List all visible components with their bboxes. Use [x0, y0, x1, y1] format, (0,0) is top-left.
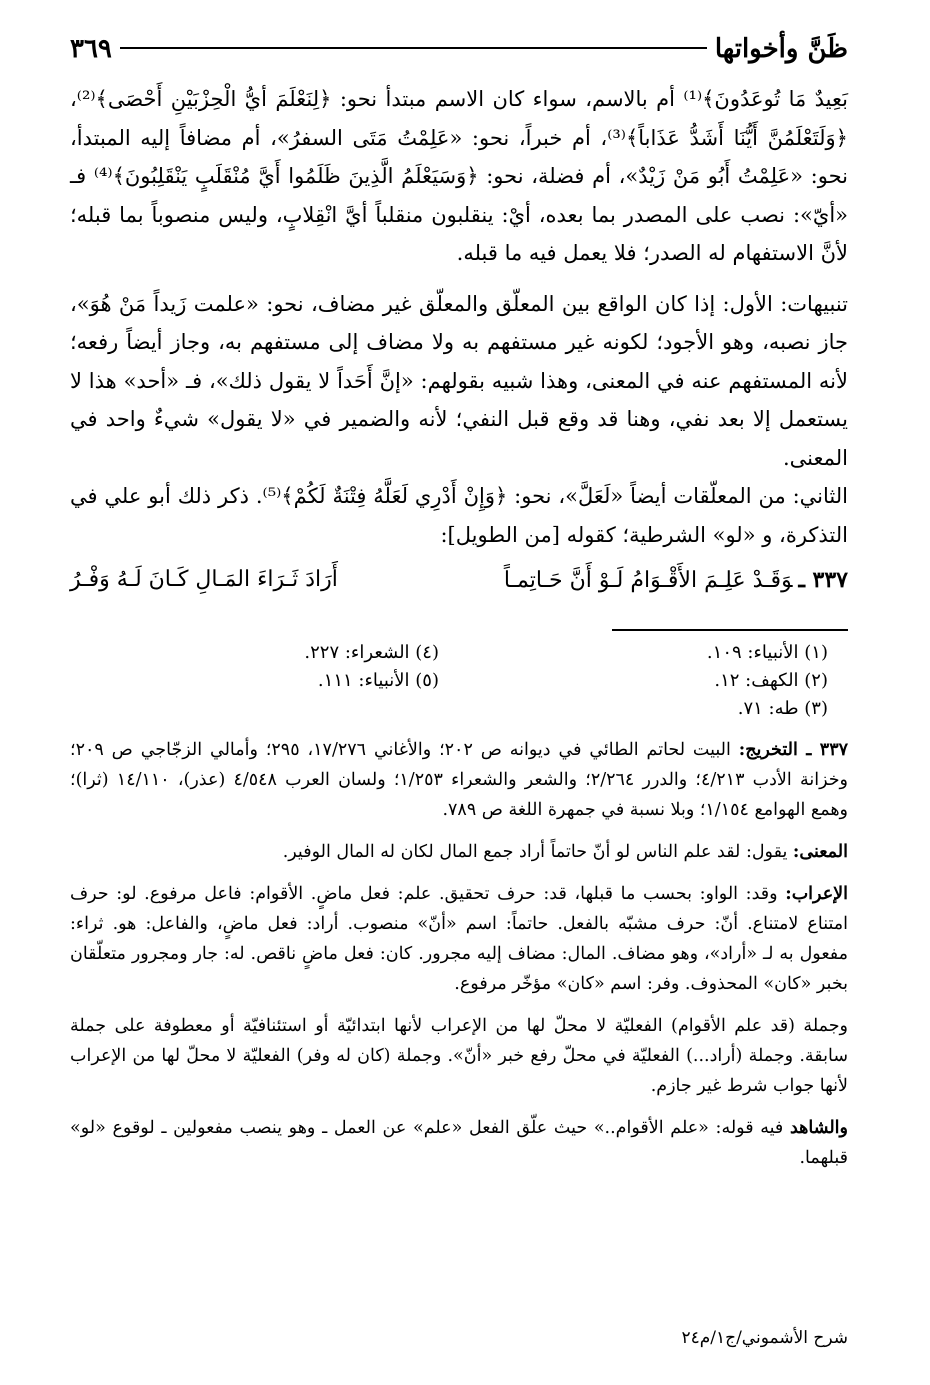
footnote-4: (٤) الشعراء: ٢٢٧. — [304, 642, 439, 663]
footnote-3: (٣) طه: ٧١. — [737, 698, 828, 719]
shahid-paragraph: والشاهد فيه قوله: «علم الأقوام..» حيث علّق الفعل «علم» عن العمل ـ وهو ينصب مفعولين ـ لوقوع «لو» قبلهما. — [70, 1118, 848, 1168]
running-header — [70, 34, 848, 80]
footnote-2: (٢) الكهف: ١٢. — [714, 670, 828, 691]
shahid-label: والشاهد — [789, 1118, 848, 1138]
page — [70, 34, 848, 1173]
footnote-1: (١) الأنبياء: ١٠٩. — [706, 642, 828, 663]
meaning-paragraph: المعنى: يقول: لقد علم الناس لو أنّ حاتماً أراد جمع المال لكان له المال الوفير. — [282, 842, 848, 862]
footnote-5: (٥) الأنبياء: ١١١. — [317, 670, 439, 691]
signature-line — [70, 1328, 848, 1348]
paragraph-1: بَعِيدٌ مَا تُوعَدُونَ﴾⁽¹⁾ أم بالاسم، سواء كان الاسم مبتدأ نحو: ﴿لِنَعْلَمَ أيُّ الْحِزْبَيْنِ أَحْصَى﴾⁽²⁾، ﴿وَلَتَعْلَمُنَّ أَيُّنَا أَشَدُّ عَذَاباً﴾⁽³⁾، أم خبراً، نحو: «عَلِمْتُ مَتَى السفرُ»، أم مضافاً إليه المبتدأ، نحو: «عَلِمْتُ أَبُو مَنْ زَيْدٌ»، أم فضلة، نحو: ﴿وَسَيَعْلَمُ الَّذِينَ ظَلَمُوا أَيَّ مُنْقَلَبٍ يَنْقَلِبُونَ﴾⁽⁴⁾ فـ «أيّ»: نصب على المصدر بما بعده، أيْ: ينقلبون منقلباً أيَّ انْقِلابٍ، وليس منصوباً بما قبله؛ لأنَّ الاستفهام له الصدر؛ فلا يعمل فيه ما قبله. — [70, 87, 848, 265]
printer-signature: شرح الأشموني/ج١/م٢٤ — [681, 1328, 848, 1348]
irab-label: الإعراب: — [785, 884, 848, 904]
paragraph-second: الثاني: من المعلّقات أيضاً «لَعَلَّ»، نحو: ﴿وَإِنْ أَدْرِي لَعَلَّهُ فِتْنَةٌ لَكُمْ﴾⁽⁵⁾. ذكر ذلك أبو علي في التذكرة، و «لو» الشرطية؛ كقوله [من الطويل]: — [70, 484, 848, 547]
page-number: ٣٦٩ — [70, 34, 112, 64]
verse-second-hemistich: أَرَادَ ثَـرَاءَ المَـالِ كَـانَ لَـهُ وَفْـرُ — [70, 567, 338, 592]
meaning-label: المعنى: — [792, 842, 848, 862]
commentary — [70, 735, 848, 1173]
verse-number: ٣٣٧ ـ — [798, 567, 848, 593]
footnotes-left-column — [70, 639, 459, 723]
footnotes-right-column — [459, 639, 848, 723]
takhrij-label: ٣٣٧ ـ التخريج: — [738, 740, 848, 760]
paragraph-notes: تنبيهات: الأول: إذا كان الواقع بين المعلّق والمعلّق غير مضاف، نحو: «علمت زَيداً مَنْ هُوَ»، جاز نصبه، وهو الأجود؛ لكونه غير مستفهم به ولا مضاف إلى مستفهم به، وجاز أيضاً رفعه؛ لأنه المستفهم عنه في المعنى، وهذا شبيه بقولهم: «إنَّ أَحَداً لا يقول ذلك»، فـ «أحد» هذا لا يستعمل إلا بعد نفي، وهنا قد وقع قبل النفي؛ لأنه والضمير في «لا يقول» شيءٌ واحد في المعنى. — [70, 291, 848, 470]
verse-line — [70, 560, 848, 601]
verse-first-hemistich: ٣٣٧ ـوَقَـدْ عَلِـمَ الأَقْـوَامُ لَـوْ أَنَّ حَـاتِمـاً — [503, 567, 848, 593]
main-text — [70, 80, 848, 601]
header-rule — [120, 47, 707, 49]
chapter-title: ظَنَّ وأخواتها — [714, 34, 848, 64]
footnotes — [70, 639, 848, 723]
takhrij-paragraph: ٣٣٧ ـ التخريج: البيت لحاتم الطائي في ديوانه ص ٢٠٢؛ والأغاني ١٧/٢٧٦، ٢٩٥؛ وأمالي الزجّاجي ص ٢٠٩؛ وخزانة الأدب ٤/٢١٣؛ والدرر ٢/٢٦٤؛ والشعر والشعراء ١/٢٥٣؛ ولسان العرب ٤/٥٤٨ (عذر)، ١٤/١١٠ (ثرا)؛ وهمع الهوامع ١/١٥٤؛ وبلا نسبة في جمهرة اللغة ص ٧٨٩. — [70, 740, 848, 820]
footnote-separator — [612, 629, 848, 631]
irab-paragraph: الإعراب: وقد: الواو: بحسب ما قبلها، قد: حرف تحقيق. علم: فعل ماضٍ. الأقوام: فاعل مرفوع. لو: حرف امتناع لامتناع. أنّ: حرف مشبّه بالفعل. حاتماً: اسم «أنّ» منصوب. أراد: فعل ماضٍ، والفاعل: هو. ثراء: مفعول به لـ «أراد»، وهو مضاف. المال: مضاف إليه مجرور. كان: فعل ماضٍ ناقص. له: جار ومجرور متعلّقان بخبر «كان» المحذوف. وفر: اسم «كان» مؤخّر مرفوع. — [70, 884, 848, 994]
sentence-paragraph: وجملة (قد علم الأقوام) الفعليّة لا محلّ لها من الإعراب لأنها ابتدائيّة أو استئنافيّة أو معطوفة على جملة سابقة. وجملة (أراد...) الفعليّة في محلّ رفع خبر «أنّ». وجملة (كان له وفر) الفعليّة لا محلّ لها من الإعراب لأنها جواب شرط غير جازم. — [70, 1016, 848, 1096]
